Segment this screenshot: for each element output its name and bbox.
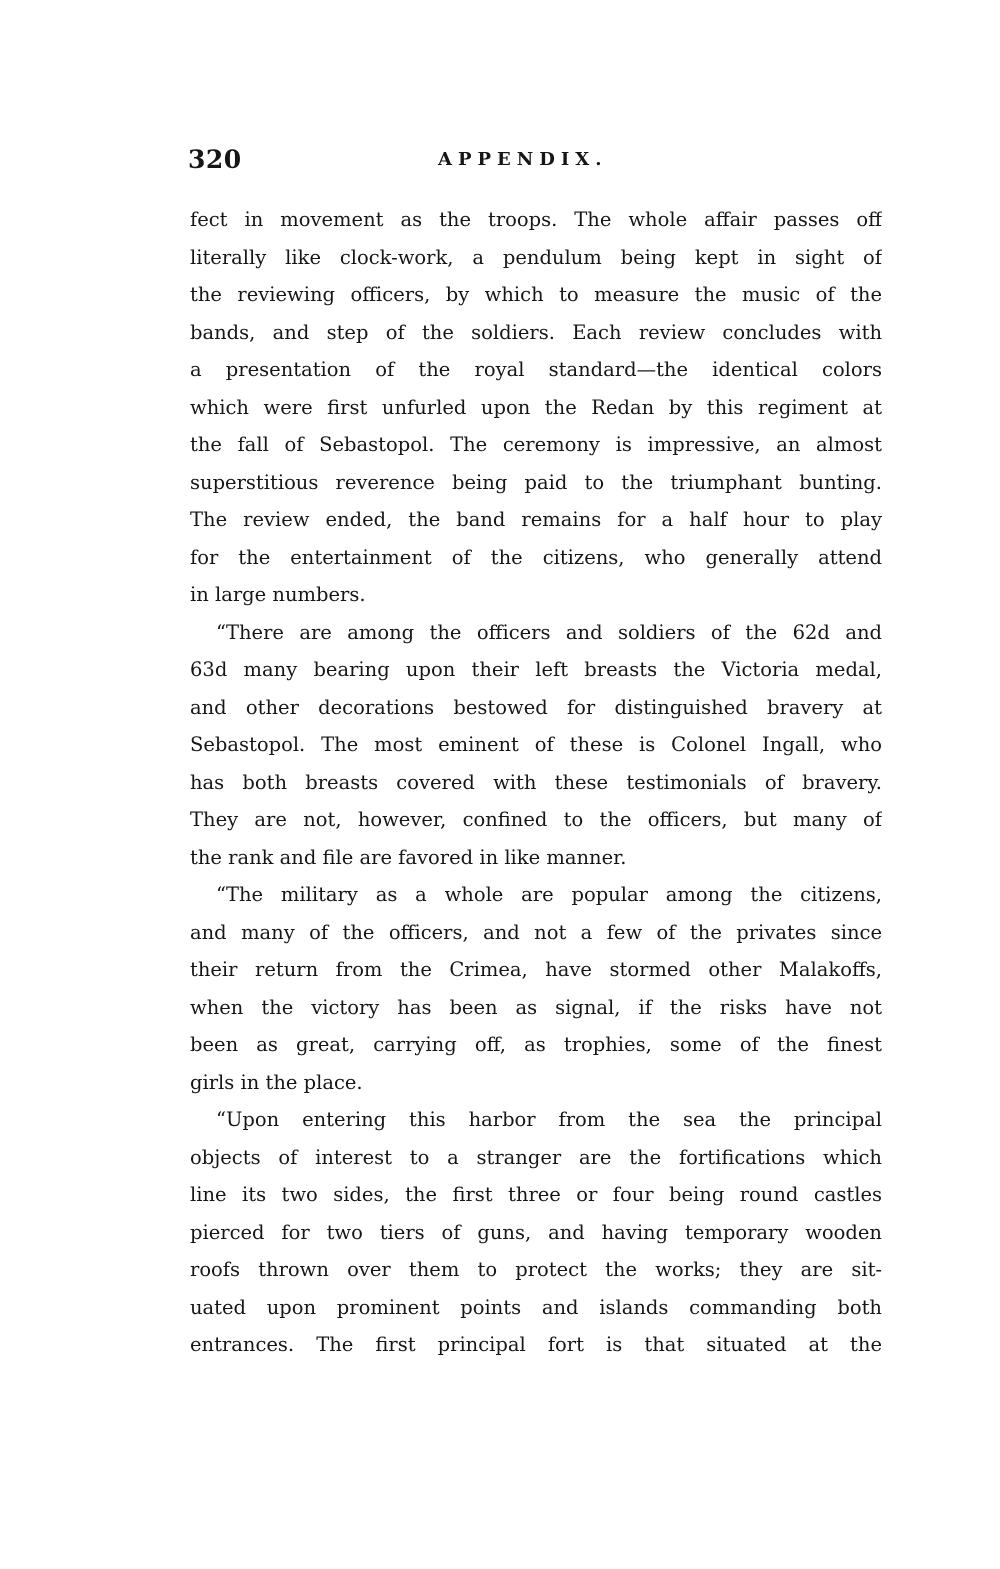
- text-line: “There are among the officers and soldiers of the 62d and: [216, 620, 882, 644]
- text-line: bands, and step of the soldiers. Each review concludes with: [190, 320, 882, 344]
- text-line: and many of the officers, and not a few of the privates since: [190, 920, 882, 944]
- text-line: for the entertainment of the citizens, who generally attend: [190, 545, 882, 569]
- text-line: superstitious reverence being paid to the triumphant bunting.: [190, 470, 882, 494]
- text-line: line its two sides, the first three or four being round castles: [190, 1183, 882, 1206]
- text-line: the rank and file are favored in like manner.: [190, 845, 627, 869]
- text-line: when the victory has been as signal, if the risks have not: [190, 995, 882, 1019]
- text-line: a presentation of the royal standard—the identical colors: [190, 358, 882, 381]
- body-text: [190, 201, 882, 1364]
- text-line: been as great, carrying off, as trophies, some of the finest: [190, 1033, 882, 1056]
- text-line: They are not, however, confined to the officers, but many of: [190, 808, 882, 831]
- text-line: roofs thrown over them to protect the works; they are sit-: [190, 1258, 882, 1281]
- text-line: The review ended, the band remains for a half hour to play: [190, 508, 882, 531]
- text-line: which were first unfurled upon the Redan by this regiment at: [190, 395, 882, 419]
- text-line: the fall of Sebastopol. The ceremony is impressive, an almost: [190, 433, 882, 456]
- text-line: in large numbers.: [190, 583, 366, 606]
- text-line: objects of interest to a stranger are the fortifications which: [190, 1145, 882, 1169]
- text-line: has both breasts covered with these testimonials of bravery.: [190, 770, 882, 794]
- text-line: their return from the Crimea, have stormed other Malakoffs,: [190, 958, 882, 981]
- text-line: “The military as a whole are popular among the citizens,: [216, 883, 882, 906]
- text-line: 63d many bearing upon their left breasts the Victoria medal,: [190, 658, 882, 681]
- page-number: 320: [188, 145, 242, 174]
- text-line: entrances. The first principal fort is that situated at the: [190, 1333, 882, 1356]
- text-line: fect in movement as the troops. The whole affair passes off: [190, 208, 882, 231]
- text-line: the reviewing officers, by which to measure the music of the: [190, 283, 882, 306]
- running-head: APPENDIX.: [438, 149, 608, 170]
- text-line: pierced for two tiers of guns, and having temporary wooden: [190, 1220, 882, 1244]
- text-line: literally like clock-work, a pendulum being kept in sight of: [190, 245, 882, 269]
- page-header: [188, 140, 888, 180]
- text-line: and other decorations bestowed for distinguished bravery at: [190, 695, 882, 719]
- text-line: “Upon entering this harbor from the sea the principal: [216, 1108, 882, 1131]
- text-line: Sebastopol. The most eminent of these is Colonel Ingall, who: [190, 733, 882, 756]
- text-line: uated upon prominent points and islands commanding both: [190, 1295, 882, 1319]
- text-line: girls in the place.: [190, 1070, 363, 1094]
